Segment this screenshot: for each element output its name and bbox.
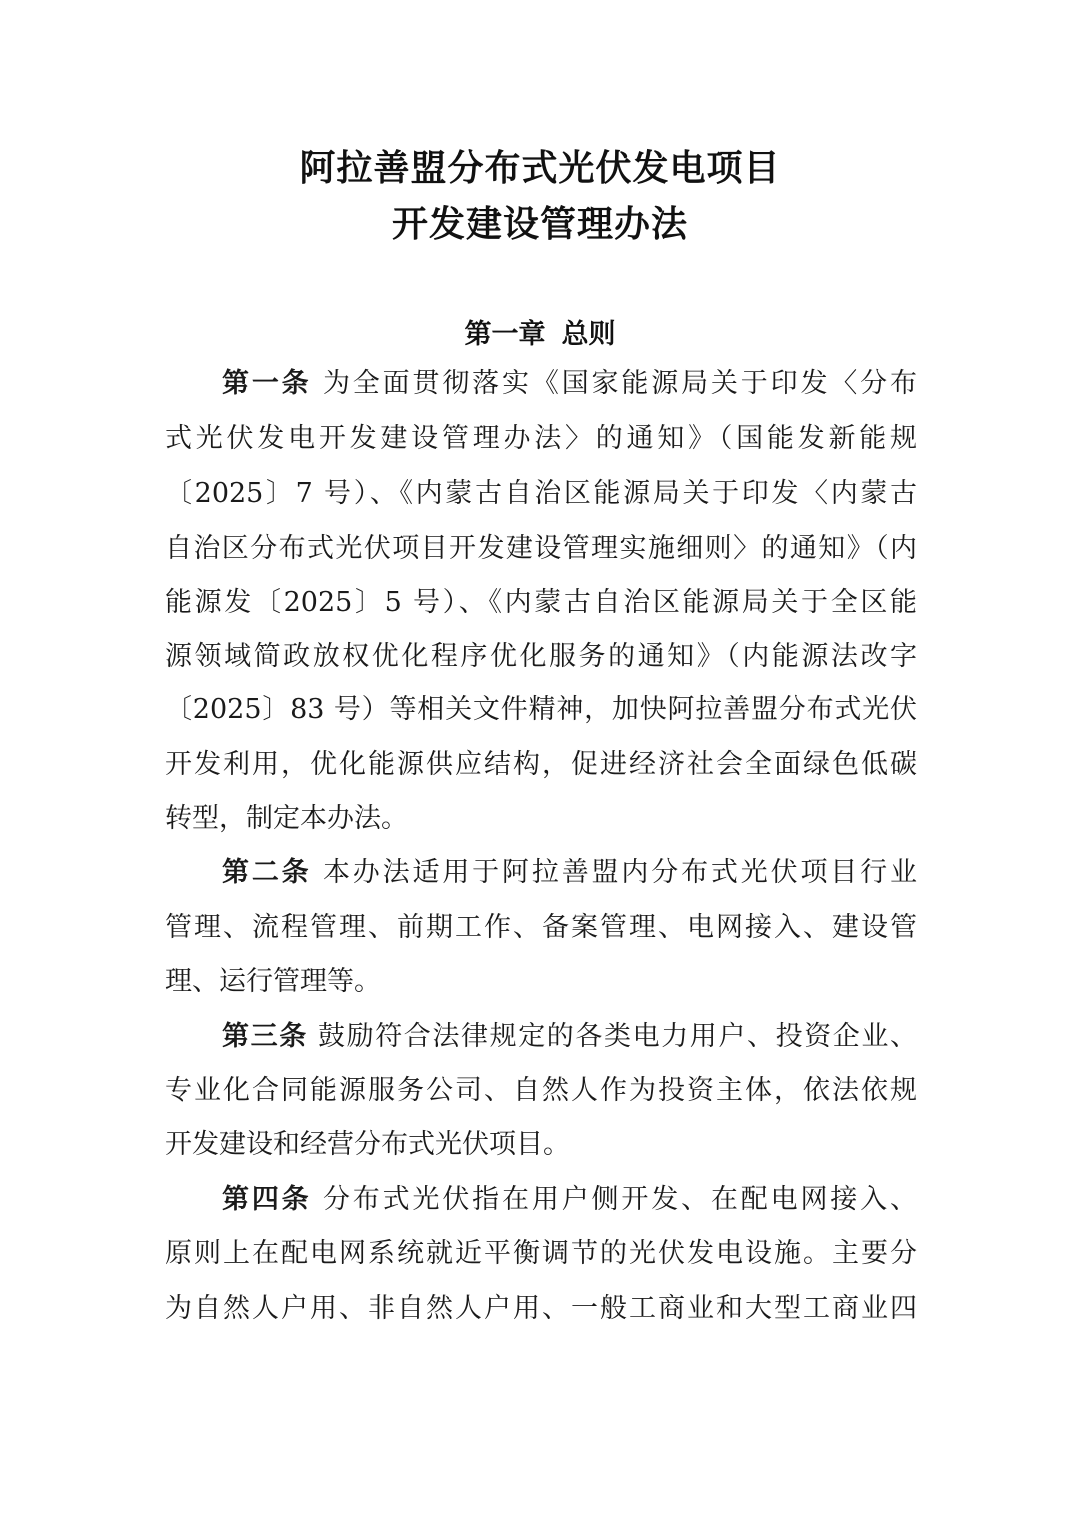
article-2-line-1	[222, 853, 917, 893]
article-4-text-1: 分布式光伏指在用户侧开发、在配电网接入、	[322, 1184, 917, 1215]
article-4-line-1	[222, 1180, 917, 1220]
article-1-line-6: 源领域简政放权优化程序优化服务的通知》（内能源法改字	[165, 641, 917, 672]
chapter-heading	[0, 312, 1080, 351]
article-2-text-1: 本办法适用于阿拉善盟内分布式光伏项目行业	[322, 857, 917, 888]
document-title-line-2: 开发建设管理办法	[391, 203, 688, 245]
article-3-line-3: 开发建设和经营分布式光伏项目。	[165, 1129, 570, 1160]
article-4-line-3: 为自然人户用、非自然人户用、一般工商业和大型工商业四	[165, 1293, 917, 1324]
article-4-heading: 第四条	[222, 1184, 312, 1215]
article-3-heading: 第三条	[222, 1021, 308, 1052]
article-1-line-1	[222, 364, 917, 404]
article-1-heading: 第一条	[222, 368, 312, 399]
article-1-line-9: 转型，制定本办法。	[165, 803, 408, 834]
article-1-line-8: 开发利用，优化能源供应结构，促进经济社会全面绿色低碳	[165, 749, 917, 780]
article-3-line-2: 专业化合同能源服务公司、自然人作为投资主体，依法依规	[165, 1075, 917, 1106]
article-2-line-2: 管理、流程管理、前期工作、备案管理、电网接入、建设管	[165, 912, 917, 943]
article-3-text-1: 鼓励符合法律规定的各类电力用户、投资企业、	[318, 1021, 917, 1052]
article-1-line-2: 式光伏发电开发建设管理办法〉的通知》（国能发新能规	[165, 423, 917, 454]
article-1-text-1: 为全面贯彻落实《国家能源局关于印发〈分布	[322, 368, 917, 399]
article-2-line-3: 理、运行管理等。	[165, 966, 381, 997]
article-3-line-1	[222, 1017, 917, 1057]
article-1-line-7: 〔2025〕83 号）等相关文件精神，加快阿拉善盟分布式光伏	[165, 694, 917, 725]
chapter-number: 第一章	[464, 319, 546, 350]
article-1-line-4: 自治区分布式光伏项目开发建设管理实施细则〉的通知》（内	[165, 533, 917, 564]
article-2-heading: 第二条	[222, 857, 312, 888]
article-4-line-2: 原则上在配电网系统就近平衡调节的光伏发电设施。主要分	[165, 1238, 917, 1269]
document-title-line-1: 阿拉善盟分布式光伏发电项目	[299, 147, 781, 189]
article-1-line-3: 〔2025〕7 号）、《内蒙古自治区能源局关于印发〈内蒙古	[165, 478, 917, 509]
article-1-line-5: 能源发〔2025〕5 号）、《内蒙古自治区能源局关于全区能	[165, 587, 917, 618]
chapter-name: 总则	[561, 319, 616, 350]
